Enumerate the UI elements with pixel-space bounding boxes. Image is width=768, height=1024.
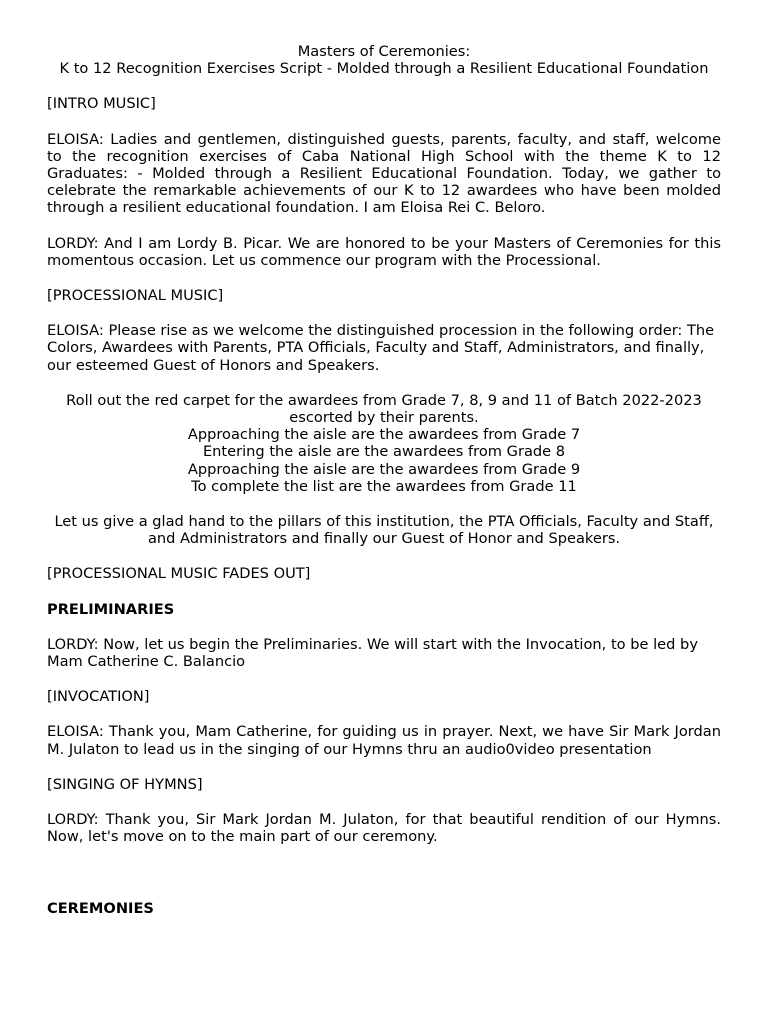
blank-space bbox=[47, 864, 721, 900]
paragraph-lordy-main: LORDY: Thank you, Sir Mark Jordan M. Julaton, for that beautiful rendition of our Hymns. Now, let's move on to the main part of our ceremony. bbox=[47, 811, 721, 846]
procession-line: Entering the aisle are the awardees from Grade 8 bbox=[202, 443, 566, 461]
procession-intro: Roll out the red carpet for the awardees from Grade 7, 8, 9 and 11 of Batch 2022-2023 escorted by their parents. bbox=[66, 391, 702, 427]
cue-processional-music: [PROCESSIONAL MUSIC] bbox=[47, 287, 224, 305]
procession-list bbox=[47, 392, 721, 495]
procession-line: Approaching the aisle are the awardees from Grade 9 bbox=[187, 460, 581, 478]
document-title bbox=[47, 43, 721, 77]
paragraph-eloisa-procession: ELOISA: Please rise as we welcome the distinguished procession in the following order: The Colors, Awardees with Parents, PTA Officials, Faculty and Staff, Administrators, and finally, our esteemed Guest of Honors and Speakers. bbox=[47, 322, 715, 374]
cue-processional-fade: [PROCESSIONAL MUSIC FADES OUT] bbox=[47, 565, 311, 583]
cue-invocation: [INVOCATION] bbox=[47, 688, 150, 706]
paragraph-lordy-invocation: LORDY: Now, let us begin the Preliminaries. We will start with the Invocation, to be led by Mam Catherine C. Balancio bbox=[47, 635, 698, 671]
title-line-2: K to 12 Recognition Exercises Script - Molded through a Resilient Educational Foundation bbox=[59, 60, 709, 78]
cue-intro-music: [INTRO MUSIC] bbox=[47, 95, 156, 113]
document-page bbox=[47, 43, 721, 935]
heading-ceremonies: CEREMONIES bbox=[47, 899, 154, 917]
paragraph-lordy-intro: LORDY: And I am Lordy B. Picar. We are honored to be your Masters of Ceremonies for this momentous occasion. Let us commence our program with the Processional. bbox=[47, 234, 721, 269]
paragraph-eloisa-welcome: ELOISA: Ladies and gentlemen, distinguished guests, parents, faculty, and staff, welcome to the recognition exercises of Caba National High School with the theme K to 12 Graduates: - Molded through a Resilient Educational Foundation. Today, we gather to celebrate the remarkable achievements of our K to 12 awardees who have been molded through a resilient educational foundation. I am Eloisa Rei C. Beloro. bbox=[47, 130, 721, 217]
title-line-1: Masters of Ceremonies: bbox=[297, 43, 471, 60]
paragraph-eloisa-hymns: ELOISA: Thank you, Mam Catherine, for guiding us in prayer. Next, we have Sir Mark Jordan M. Julaton to lead us in the singing of our Hymns thru an audio0video presentation bbox=[47, 723, 721, 758]
heading-preliminaries: PRELIMINARIES bbox=[47, 600, 175, 618]
procession-line: To complete the list are the awardees from Grade 11 bbox=[191, 477, 577, 495]
paragraph-glad-hand: Let us give a glad hand to the pillars of this institution, the PTA Officials, Faculty and Staff, and Administrators and finally our Guest of Honor and Speakers. bbox=[54, 513, 714, 548]
procession-line: Approaching the aisle are the awardees from Grade 7 bbox=[187, 426, 581, 444]
cue-singing-of-hymns: [SINGING OF HYMNS] bbox=[47, 775, 203, 793]
